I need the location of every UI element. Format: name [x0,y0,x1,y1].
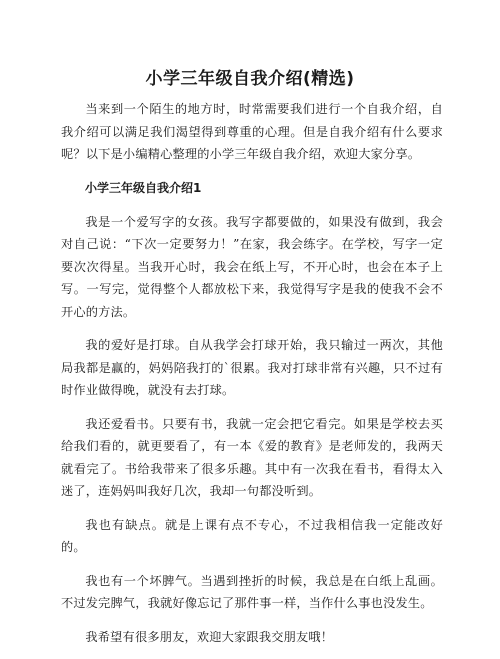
paragraph-4: 我也有缺点。就是上课有点不专心，不过我相信我一定能改好的。 [61,517,443,554]
paragraph-2: 我的爱好是打球。自从我学会打球开始，我只输过一两次，其他局我都是赢的，妈妈陪我打的`很累。我对打球非常有兴趣，只不过有时作业做得晚，就没有去打球。 [61,338,443,397]
document-body [61,98,443,659]
paragraph-3: 我还爱看书。只要有书，我就一定会把它看完。如果是学校去买给我们看的，就更要看了，有一本《爱的教育》是老师发的，我两天就看完了。书给我带来了很多乐趣。其中有一次我在看书，看得太入迷了，连妈妈叫我好几次，我却一句都没听到。 [61,416,443,498]
intro-paragraph: 当来到一个陌生的地方时，时常需要我们进行一个自我介绍，自我介绍可以满足我们渴望得到尊重的心理。但是自我介绍有什么要求呢？以下是小编精心整理的小学三年级自我介绍，欢迎大家分享。 [61,102,443,161]
paragraph-5: 我也有一个坏脾气。当遇到挫折的时候，我总是在白纸上乱画。不过发完脾气，我就好像忘记了那件事一样，当作什么事也没发生。 [61,573,443,610]
paragraph-6: 我希望有很多朋友，欢迎大家跟我交朋友哦！ [85,629,334,644]
document-title: 小学三年级自我介绍(精选) [145,69,355,89]
paragraph-1: 我是一个爱写字的女孩。我写字都要做的，如果没有做到，我会对自己说：“下次一定要努力！”在家，我会练字。在学校，写字一定要次次得星。当我开心时，我会在纸上写，不开心时，也会在本子上写。一写完，觉得整个人都放松下来，我觉得写字是我的使我不会不开心的方法。 [61,214,443,319]
section-heading: 小学三年级自我介绍1 [85,180,202,195]
